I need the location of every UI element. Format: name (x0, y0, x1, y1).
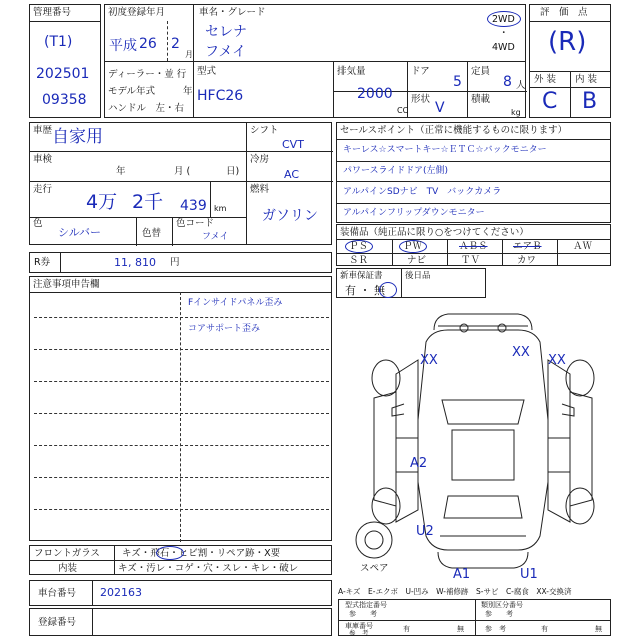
equip-label: 装備品（純正品に限り○をつけてください） (340, 227, 529, 238)
equip-aw: ＡＷ (573, 241, 593, 252)
point-u1: U1 (520, 567, 538, 582)
ext-label: 外 装 (534, 74, 557, 85)
ac-value: AC (284, 168, 300, 181)
ext-value: C (542, 89, 558, 114)
shift-value: CVT (282, 138, 304, 151)
chassis-label: 車台番号 (38, 588, 77, 599)
model-value: HFC26 (197, 88, 244, 104)
color-code-value: フメイ (202, 232, 229, 242)
mileage-sen: 2千 (132, 191, 164, 213)
point-a2: A2 (410, 456, 428, 471)
eval-box (529, 4, 611, 118)
legend: A-キズ E-エクボ U-凹み W-補修跡 S-サビ C-腐食 XX-交換済 (338, 587, 572, 596)
spare-tire (356, 522, 392, 558)
inspection-month: 月 ( (174, 166, 191, 177)
drive-2wd: 2WD (492, 14, 515, 25)
glass-chip-circle (156, 546, 184, 560)
usage-label: 車歴 (33, 125, 53, 136)
ref-3: 参 考 (349, 629, 369, 637)
mileage-unit: km (214, 204, 227, 213)
ref-4: 参 考 (485, 625, 506, 633)
load-label: 積載 (471, 94, 491, 105)
spare-label: スペア (360, 563, 389, 574)
capacity-label: 定員 (471, 66, 491, 77)
shift-label: シフト (250, 125, 279, 136)
class-cert-label: 類別区分番号 (481, 601, 523, 609)
equip-abs: ＡＢＳ (459, 241, 488, 252)
reg-month: 2 (171, 36, 180, 52)
point-xx-front-center: XX (512, 345, 530, 360)
eval-score: (R) (548, 27, 587, 57)
shape-label: 形状 (411, 94, 431, 105)
glass-value: キズ・飛石・ヒビ割・リペア跡・X要 (122, 548, 281, 559)
int-label: 内 装 (575, 74, 598, 85)
selling-item-3: アルパインSDナビ TV バックカメラ (343, 187, 502, 197)
ac-label: 冷房 (250, 154, 270, 165)
mgmt-label: 管理番号 (33, 7, 72, 18)
handle-label: ハンドル 左・右 (108, 103, 185, 114)
displacement-unit: CC (397, 106, 409, 115)
color-value: シルバー (58, 226, 101, 239)
capacity-unit: 人 (516, 80, 526, 91)
selling-item-1: キーレス☆スマートキー☆ＥＴＣ☆バックモニター (343, 145, 547, 155)
fuel-label: 燃料 (250, 184, 270, 195)
usage-value: 自家用 (52, 127, 103, 147)
point-a1: A1 (453, 567, 471, 582)
ref-1: 参 考 (349, 610, 377, 618)
note-item-2: コアサポート歪み (188, 324, 261, 334)
displacement-label: 排気量 (337, 66, 366, 77)
equip-box (336, 224, 611, 266)
door-value: 5 (453, 74, 462, 90)
inspection-day: 日) (226, 166, 240, 177)
selling-box (336, 122, 611, 223)
name-label: 車名・グレード (199, 7, 266, 18)
reg-label: 初度登録年月 (108, 7, 166, 18)
door-label: ドア (411, 66, 430, 77)
regnum-box (29, 608, 332, 636)
glass-box (29, 545, 332, 575)
warranty-box (336, 268, 486, 298)
selling-label: セールスポイント（正常に機能するものに限ります） (340, 125, 568, 136)
car-grade: フメイ (205, 44, 247, 60)
interior-value: キズ・汚レ・コゲ・穴・スレ・キレ・破レ (118, 563, 299, 574)
selling-item-4: アルパインフリップダウンモニター (343, 208, 485, 218)
chassis-box (29, 580, 332, 606)
cert-box (338, 599, 611, 636)
warranty-yes-no: 有 ・ 無 (345, 284, 385, 297)
warranty-label: 新車保証書 (340, 271, 383, 281)
reg-era: 平成 (109, 38, 137, 54)
drive-dot: ・ (499, 28, 509, 39)
load-unit: kg (511, 108, 521, 117)
recycle-unit: 円 (170, 257, 180, 268)
dealer-label: ディーラー・並 行 (108, 69, 187, 80)
equip-airbag: エアＢ (513, 241, 542, 252)
prefix-label: 車庫番号 (345, 622, 373, 630)
eval-label: 評 価 点 (540, 7, 588, 18)
notes-label: 注意事項申告欄 (33, 279, 100, 290)
mgmt-num1: 202501 (36, 66, 90, 82)
front-bumper (434, 314, 532, 330)
equip-pw: ＰＷ (403, 241, 423, 252)
drive-4wd: 4WD (492, 42, 515, 53)
equip-navi: ナビ (407, 255, 427, 266)
note-item-1: Fインサイドパネル歪み (188, 298, 283, 308)
reg-year: 26 (139, 36, 157, 52)
mileage-label: 走行 (33, 184, 53, 195)
capacity-value: 8 (503, 74, 512, 90)
glass-label: フロントガラス (34, 548, 100, 559)
interior-label: 内装 (58, 563, 78, 574)
mgmt-t1: (T1) (44, 34, 73, 50)
fuel-value: ガソリン (262, 208, 318, 224)
model-cert-label: 型式指定番号 (345, 601, 387, 609)
chassis-value: 202163 (100, 586, 142, 599)
model-label: 型式 (197, 66, 217, 77)
details-box (29, 122, 332, 245)
selling-item-2: パワースライドドア(左側) (343, 166, 449, 176)
cert-yes-2: 有 (541, 625, 548, 633)
displacement-value: 2000 (357, 86, 393, 102)
equip-ps: ＰＳ (349, 241, 369, 252)
car-diagram (352, 300, 614, 576)
equip-tv: ＴＶ (461, 255, 481, 266)
model-year-label: モデル年式 (108, 86, 156, 97)
year-unit: 年 (183, 86, 193, 97)
reg-month-unit: 月 (185, 50, 193, 59)
int-value: B (582, 89, 598, 114)
notes-box (29, 276, 332, 541)
equip-leather: カワ (517, 255, 537, 266)
mgmt-box (29, 4, 101, 118)
cert-no-2: 無 (595, 625, 602, 633)
after-label: 後日品 (405, 271, 431, 281)
warranty-no-circle (379, 282, 397, 298)
ref-2: 参 考 (485, 610, 513, 618)
point-u2: U2 (416, 524, 434, 539)
regnum-label: 登録番号 (38, 617, 77, 628)
color-label: 色 (33, 218, 43, 229)
equip-sr: ＳＲ (349, 255, 369, 266)
mgmt-num2: 09358 (42, 92, 87, 108)
inspection-label: 車検 (33, 154, 53, 165)
inspection-year: 年 (116, 166, 126, 177)
mileage-man: 4万 (86, 191, 118, 213)
shape-value: V (435, 100, 445, 116)
recycle-label: R券 (34, 257, 51, 268)
color-code-label: 色コード (176, 218, 215, 229)
mileage-rest: 439 (180, 198, 207, 214)
car-name: セレナ (205, 24, 247, 40)
point-xx-front-left: XX (420, 353, 438, 368)
color-change-label: 色替 (142, 228, 162, 239)
cert-yes-1: 有 (403, 625, 410, 633)
point-xx-front-right: XX (548, 353, 566, 368)
recycle-value: 11, 810 (114, 256, 156, 269)
main-top-box (104, 4, 526, 118)
recycle-box (29, 252, 332, 273)
cert-no-1: 無 (457, 625, 464, 633)
